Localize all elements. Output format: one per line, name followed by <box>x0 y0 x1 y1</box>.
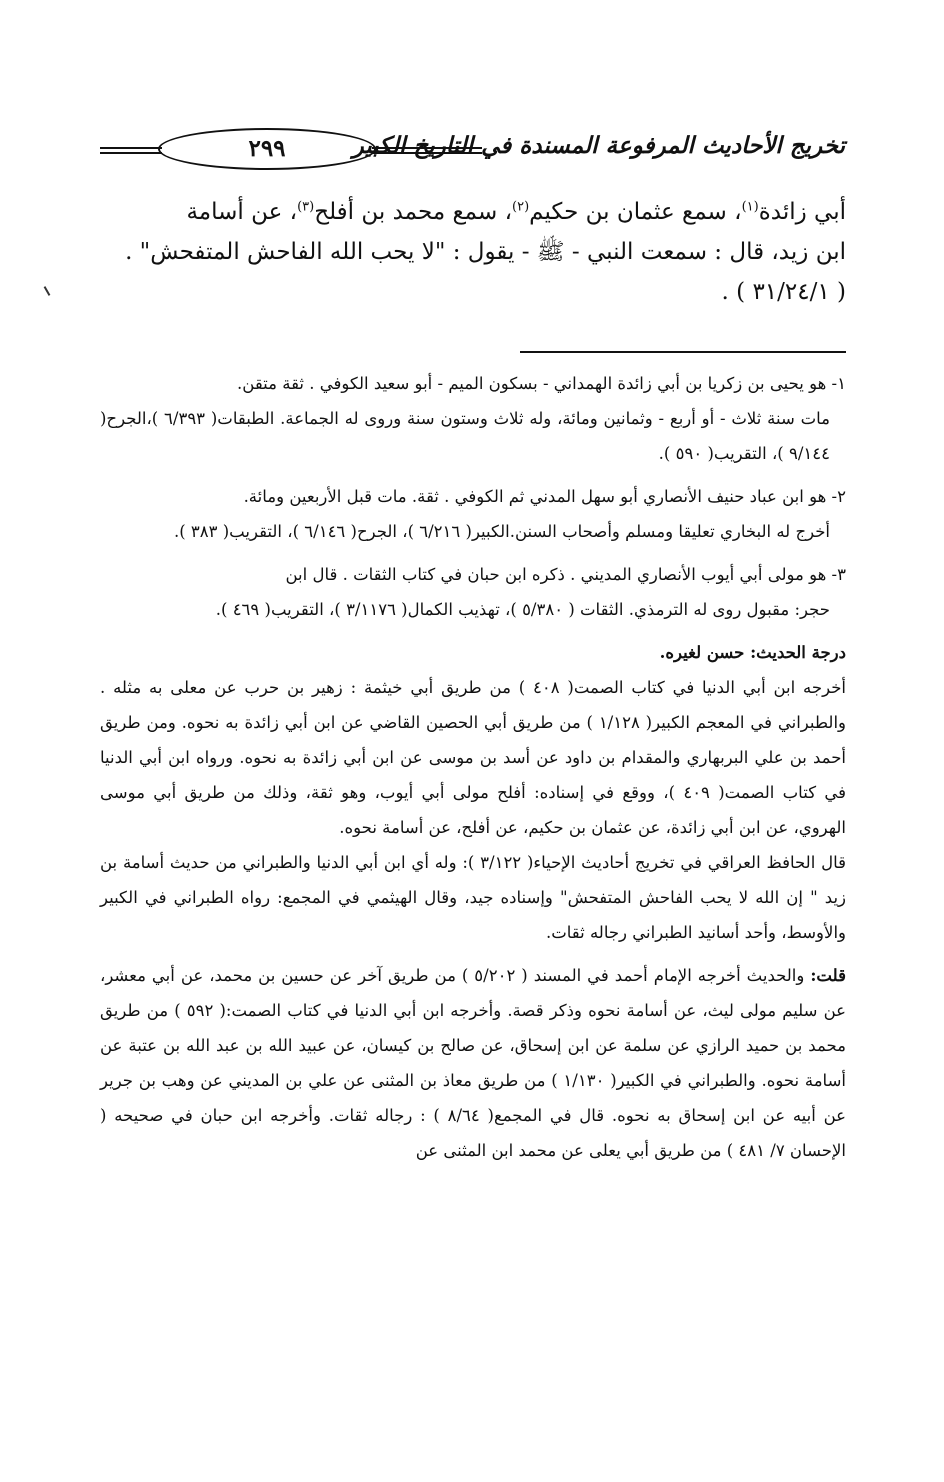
qult-label: قلت: <box>810 966 846 985</box>
footnote-ref-3: (٣) <box>297 199 315 215</box>
hadith-line-2: ابن زيد، قال : سمعت النبي - ﷺ - يقول : "لا يحب الله الفاحش المتفحش" . <box>125 239 846 265</box>
header-double-rule-left <box>100 147 162 154</box>
hadith-line-1: أبي زائدة$^{(١)}$، سمع عثمان بن حكيم$^{(٢)}$، سمع محمد بن أفلح$^{(٣)}$، عن أسامة <box>186 199 846 225</box>
scan-mark <box>44 286 51 296</box>
footnote-1: ١- هو يحيى بن زكريا بن أبي زائدة الهمداني - بسكون الميم - أبو سعيد الكوفي . ثقة متقن. مات سنة ثلاث - أو أربع - وثمانين ومائة، وله ثلاث وستون سنة وروى له الجماعة. الطبقات( ٦/٣٩٣ )،الجرح( ٩/١٤٤ )، التقريب( ٥٩٠ ). <box>100 374 846 463</box>
footnote-2: ٢- هو ابن عباد حنيف الأنصاري أبو سهل المدني ثم الكوفي . ثقة. مات قبل الأربعين ومائة. أخرج له البخاري تعليقا ومسلم وأصحاب السنن.الكبير( ٦/٢١٦ )، الجرح( ٦/١٤٦ )، التقريب( ٣٨٣ ). <box>173 487 846 541</box>
hadith-text <box>100 192 846 312</box>
hadith-source-ref: ( ٣١/٢٤/١ ) . <box>721 279 846 305</box>
footnote-ref-1: (١) <box>741 199 759 215</box>
takhrij-paragraph-1: أخرجه ابن أبي الدنيا في كتاب الصمت( ٤٠٨ ) من طريق أبي خيثمة : زهير بن حرب عن معلى به مثله . والطبراني في المعجم الكبير( ١/١٢٨ ) من طريق أبي الحصين القاضي عن ابن أبي زائدة به نحوه. ومن طريق أحمد بن علي البربهاري والمقدام بن داود عن أسد بن موسى عن ابن أبي زائدة به نحوه. ورواه ابن أبي الدنيا في كتاب الصمت( ٤٠٩ )، ووقع في إسناده: أفلح مولى أبي أيوب، وهو ثقة، وذلك من طريق أبي موسى الهروي، عن ابن أبي زائدة، عن عثمان بن حكيم، عن أفلح، عن أسامة نحوه. <box>100 678 846 837</box>
running-title: تخريج الأحاديث المرفوعة المسندة في التاريخ الكبير <box>352 132 845 159</box>
footnotes-section <box>100 366 846 1168</box>
takhrij-paragraph-3: قلت: والحديث أخرجه الإمام أحمد في المسند ( ٥/٢٠٢ ) من طريق آخر عن حسين بن محمد، عن أبي معشر، عن سليم مولى ليث، عن أسامة نحوه وذكر قصة. وأخرجه ابن أبي الدنيا في كتاب الصمت:( ٥٩٢ ) من طريق محمد بن حميد الرازي عن سلمة عن ابن إسحاق، عن صالح بن كيسان، عن عبيد الله بن عبد الله بن عتبة عن أسامة نحوه. والطبراني في الكبير( ١/١٣٠ ) من طريق معاذ بن المثنى عن علي بن المديني عن وهب بن جرير عن أبيه عن ابن إسحاق به نحوه. قال في المجمع( ٨/٦٤ ) : رجاله ثقات. وأخرجه ابن حبان في صحيحه ( الإحسان ٧/ ٤٨١ ) من طريق أبي يعلى عن محمد ابن المثنى عن <box>100 966 846 1160</box>
footnote-ref-2: (٢) <box>512 199 530 215</box>
takhrij-paragraph-2: قال الحافظ العراقي في تخريج أحاديث الإحياء( ٣/١٢٢ ): وله أي ابن أبي الدنيا والطبراني من حديث أسامة بن زيد " إن الله لا يحب الفاحش المتفحش" وإسناده جيد، وقال الهيثمي في المجمع: رواه الطبراني في الكبير والأوسط، وأحد أسانيد الطبراني رجاله ثقات. <box>100 853 847 942</box>
footnote-3: ٣- هو مولى أبي أيوب الأنصاري المديني . ذكره ابن حبان في كتاب الثقات . قال ابن حجر: مقبول روى له الترمذي. الثقات ( ٥/٣٨٠ )، تهذيب الكمال( ٣/١١٧٦ )، التقريب( ٤٦٩ ). <box>215 565 846 619</box>
page-header <box>100 128 845 176</box>
hadith-grade-heading: درجة الحديث: حسن لغيره. <box>659 643 846 662</box>
page-number: ٢٩٩ <box>158 128 376 170</box>
footnote-separator <box>520 351 846 353</box>
